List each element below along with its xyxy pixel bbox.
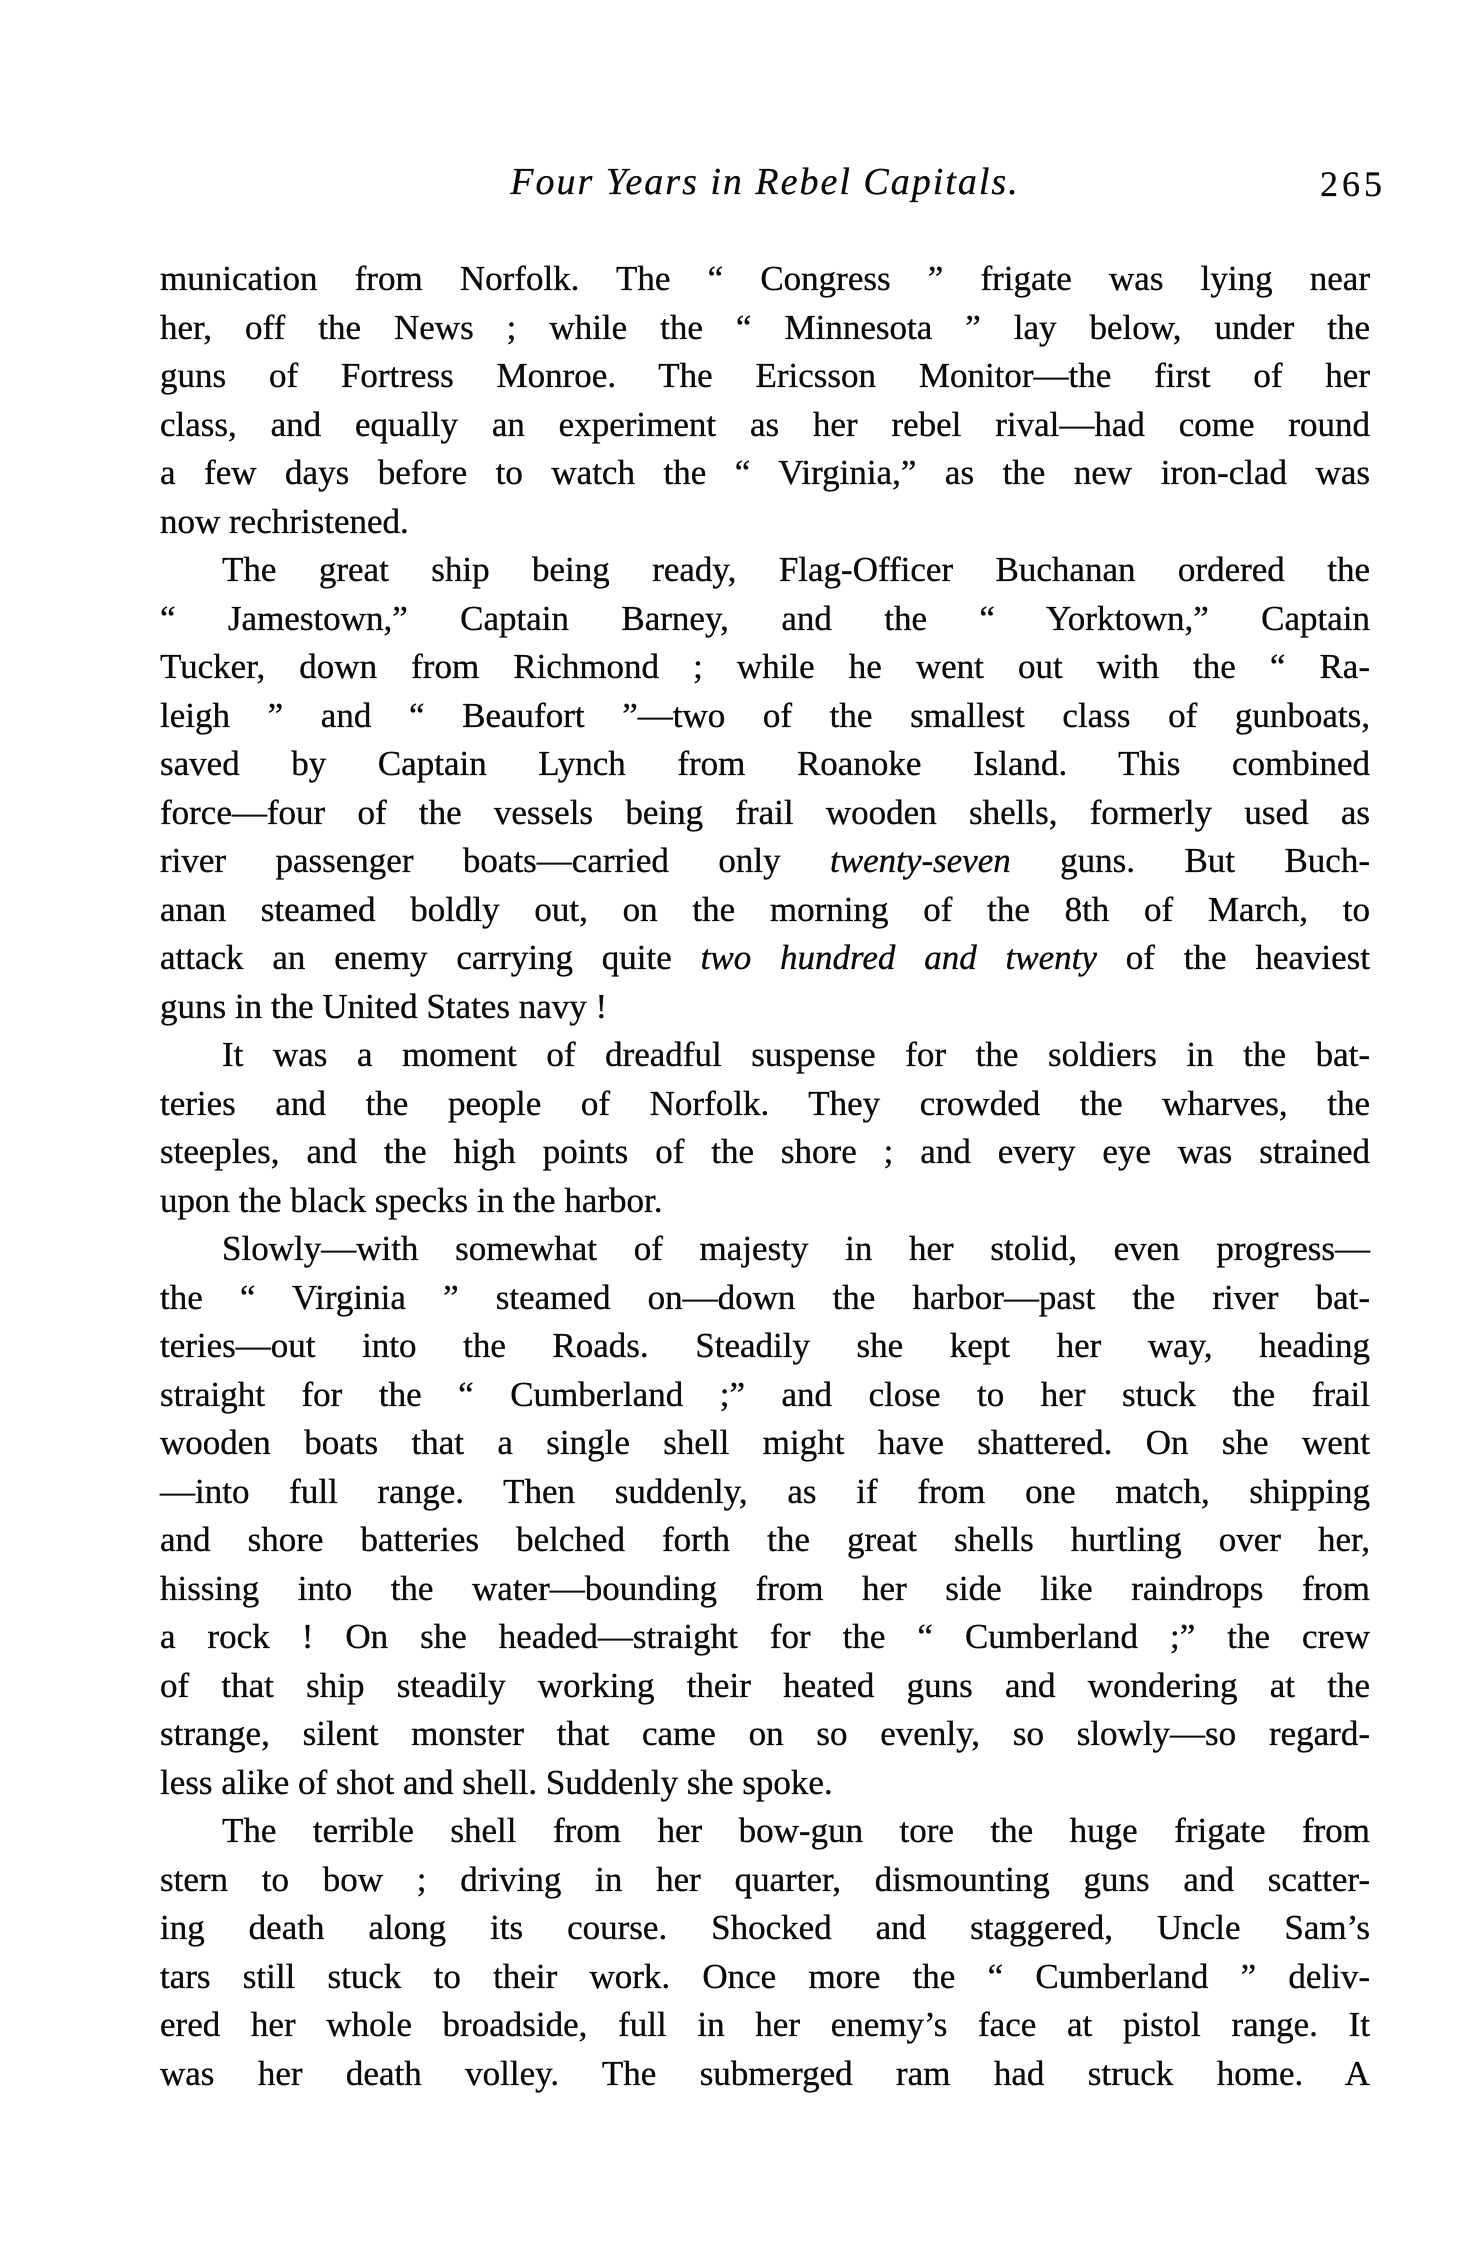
text-line bbox=[160, 1953, 1370, 2002]
text-line bbox=[160, 1080, 1370, 1129]
text-segment: guns in the United States navy ! bbox=[160, 986, 608, 1026]
text-line bbox=[160, 255, 1370, 304]
paragraph bbox=[160, 546, 1370, 1031]
paragraph bbox=[160, 255, 1370, 546]
text-segment: river passenger boats—carried only bbox=[160, 841, 830, 880]
text-segment: It was a moment of dreadful suspense for the soldiers in the bat- bbox=[222, 1035, 1370, 1074]
italic-text: twenty-seven bbox=[830, 841, 1011, 880]
text-line bbox=[160, 837, 1370, 886]
text-segment: Tucker, down from Richmond ; while he went out with the “ Ra- bbox=[160, 647, 1370, 686]
text-segment: steeples, and the high points of the shore ; and every eye was strained bbox=[160, 1132, 1370, 1171]
text-segment: straight for the “ Cumberland ;” and close to her stuck the frail bbox=[160, 1374, 1370, 1414]
running-header bbox=[160, 158, 1386, 210]
text-line bbox=[160, 2050, 1370, 2099]
text-line bbox=[160, 1274, 1370, 1323]
text-segment: upon the black specks in the harbor. bbox=[160, 1180, 663, 1220]
text-line bbox=[160, 1177, 1370, 1226]
text-segment: guns. But Buch- bbox=[1010, 841, 1370, 880]
text-segment: was her death volley. The submerged ram had struck home. A bbox=[160, 2053, 1370, 2093]
text-segment: tars still stuck to their work. Once more the “ Cumberland ” deliv- bbox=[160, 1956, 1370, 1996]
text-line bbox=[160, 789, 1370, 838]
text-segment: force—four of the vessels being frail wooden shells, formerly used as bbox=[160, 792, 1370, 832]
text-segment: class, and equally an experiment as her rebel rival—had come round bbox=[160, 404, 1370, 444]
text-segment: her, off the News ; while the “ Minnesota ” lay below, under the bbox=[160, 307, 1370, 347]
text-line bbox=[160, 304, 1370, 353]
running-header-title: Four Years in Rebel Capitals. bbox=[510, 161, 1020, 203]
text-line bbox=[160, 886, 1370, 935]
text-line bbox=[160, 1904, 1370, 1953]
text-line bbox=[160, 983, 1370, 1032]
text-line bbox=[160, 1419, 1370, 1468]
text-segment: teries and the people of Norfolk. They crowded the wharves, the bbox=[160, 1083, 1370, 1123]
text-segment: guns of Fortress Monroe. The Ericsson Monitor—the first of her bbox=[160, 356, 1370, 395]
text-segment: teries—out into the Roads. Steadily she kept her way, heading bbox=[160, 1326, 1370, 1365]
text-segment: leigh ” and “ Beaufort ”—two of the smallest class of gunboats, bbox=[160, 695, 1370, 735]
text-segment: less alike of shot and shell. Suddenly she spoke. bbox=[160, 1762, 833, 1802]
text-line bbox=[160, 740, 1370, 789]
text-segment: and shore batteries belched forth the great shells hurtling over her, bbox=[160, 1520, 1370, 1559]
text-line bbox=[160, 1371, 1370, 1420]
text-segment: attack an enemy carrying quite bbox=[160, 938, 701, 977]
text-segment: strange, silent monster that came on so evenly, so slowly—so regard- bbox=[160, 1714, 1370, 1753]
paragraph bbox=[160, 1031, 1370, 1225]
text-line bbox=[160, 1516, 1370, 1565]
paragraph bbox=[160, 1807, 1370, 2098]
text-line bbox=[160, 498, 1370, 547]
text-line bbox=[160, 546, 1370, 595]
text-line bbox=[160, 1613, 1370, 1662]
italic-text: two hundred and twenty bbox=[700, 938, 1097, 977]
text-line bbox=[160, 1225, 1370, 1274]
page-number: 265 bbox=[1320, 164, 1386, 204]
text-segment: saved by Captain Lynch from Roanoke Island. This combined bbox=[160, 744, 1370, 783]
text-segment: “ Jamestown,” Captain Barney, and the “ Yorktown,” Captain bbox=[160, 598, 1370, 638]
text-line bbox=[160, 1759, 1370, 1808]
text-line bbox=[160, 2001, 1370, 2050]
text-line bbox=[160, 1031, 1370, 1080]
text-segment: a rock ! On she headed—straight for the “ Cumberland ;” the crew bbox=[160, 1617, 1370, 1656]
text-line bbox=[160, 352, 1370, 401]
text-line bbox=[160, 1322, 1370, 1371]
text-line bbox=[160, 692, 1370, 741]
text-line bbox=[160, 1662, 1370, 1711]
text-segment: the “ Virginia ” steamed on—down the harbor—past the river bat- bbox=[160, 1277, 1370, 1317]
text-line bbox=[160, 449, 1370, 498]
text-line bbox=[160, 401, 1370, 450]
text-line bbox=[160, 1710, 1370, 1759]
text-line bbox=[160, 595, 1370, 644]
text-segment: ered her whole broadside, full in her enemy’s face at pistol range. It bbox=[160, 2005, 1370, 2044]
text-segment: The terrible shell from her bow-gun tore the huge frigate from bbox=[222, 1811, 1370, 1850]
text-line bbox=[160, 1128, 1370, 1177]
text-segment: munication from Norfolk. The “ Congress ” frigate was lying near bbox=[160, 259, 1370, 298]
text-line bbox=[160, 1807, 1370, 1856]
text-segment: stern to bow ; driving in her quarter, dismounting guns and scatter- bbox=[160, 1859, 1370, 1899]
text-segment: wooden boats that a single shell might have shattered. On she went bbox=[160, 1423, 1370, 1462]
text-segment: ing death along its course. Shocked and staggered, Uncle Sam’s bbox=[160, 1908, 1370, 1947]
text-segment: of that ship steadily working their heated guns and wondering at the bbox=[160, 1665, 1370, 1705]
text-segment: now rechristened. bbox=[160, 501, 409, 541]
text-segment: of the heaviest bbox=[1096, 938, 1370, 977]
text-segment: The great ship being ready, Flag-Officer Buchanan ordered the bbox=[222, 550, 1370, 589]
text-segment: a few days before to watch the “ Virginia,” as the new iron-clad was bbox=[160, 453, 1370, 492]
text-segment: anan steamed boldly out, on the morning of the 8th of March, to bbox=[160, 889, 1370, 929]
text-line bbox=[160, 934, 1370, 983]
paragraph bbox=[160, 1225, 1370, 1807]
text-segment: Slowly—with somewhat of majesty in her stolid, even progress— bbox=[222, 1229, 1370, 1268]
text-line bbox=[160, 1856, 1370, 1905]
text-line bbox=[160, 1565, 1370, 1614]
text-line bbox=[160, 643, 1370, 692]
body-text bbox=[160, 255, 1370, 2098]
text-segment: hissing into the water—bounding from her side like raindrops from bbox=[160, 1568, 1370, 1608]
text-segment: —into full range. Then suddenly, as if from one match, shipping bbox=[160, 1471, 1370, 1511]
text-line bbox=[160, 1468, 1370, 1517]
